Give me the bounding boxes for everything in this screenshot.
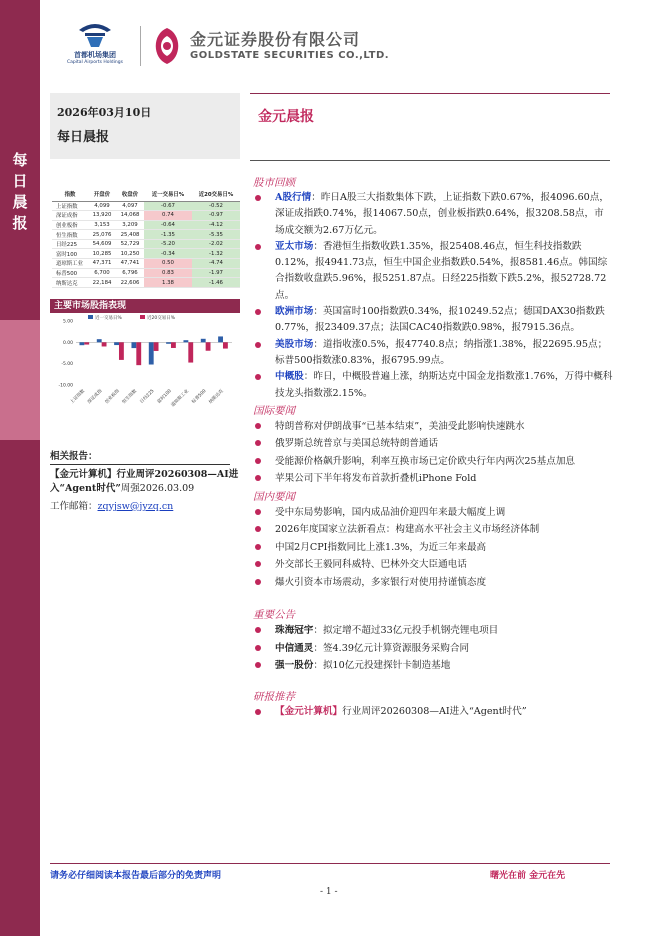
table-cell: 深证成指 bbox=[52, 211, 88, 221]
chart-section-title: 主要市场股指表现 bbox=[50, 299, 240, 313]
table-cell: 富时100 bbox=[52, 249, 88, 259]
index-performance-chart bbox=[50, 313, 240, 441]
report-title: 每日晨报 bbox=[57, 130, 110, 145]
item-text: 中国2月CPI指数同比上涨1.3%，为近三年来最高 bbox=[275, 541, 487, 553]
table-cell: 47,371 bbox=[88, 259, 116, 269]
item-text: ：签4.39亿元计算资源服务采购合同 bbox=[313, 642, 470, 654]
list-item bbox=[253, 239, 613, 304]
page-number: - 1 - bbox=[320, 887, 338, 897]
item-text: 特朗普称对伊朗战事“已基本结束”，美油受此影响快速跳水 bbox=[275, 420, 525, 432]
bar bbox=[79, 342, 84, 345]
table-cell: 1.38 bbox=[144, 278, 192, 288]
goldstate-logo-subtext: GOLDSTATE SECURITIES CO.,LTD. bbox=[190, 50, 390, 61]
table-row bbox=[52, 278, 240, 288]
table-cell: 10,285 bbox=[88, 249, 116, 259]
bullet-icon bbox=[255, 374, 261, 380]
bullet-icon bbox=[255, 475, 261, 481]
bullet-icon bbox=[255, 579, 261, 585]
table-cell: 22,184 bbox=[88, 278, 116, 288]
email-link[interactable]: zqyjsw@jyzq.cn bbox=[97, 501, 174, 512]
item-text: 行业周评20260308—AI进入“Agent时代” bbox=[342, 705, 527, 717]
section-research-title: 研报推荐 bbox=[253, 690, 295, 703]
table-cell: 日经225 bbox=[52, 239, 88, 249]
list-item bbox=[253, 521, 613, 539]
list-item bbox=[253, 539, 613, 557]
bar bbox=[183, 340, 188, 342]
table-cell: 0.83 bbox=[144, 268, 192, 278]
item-text: 爆火引资本市场震动，多家银行对使用持谨慎态度 bbox=[275, 576, 487, 588]
table-cell: -1.46 bbox=[192, 278, 240, 288]
bar bbox=[154, 342, 159, 351]
table-header-cell: 指数 bbox=[52, 188, 88, 201]
table-cell: 25,408 bbox=[116, 230, 144, 240]
table-cell: -0.97 bbox=[192, 211, 240, 221]
bar bbox=[171, 342, 176, 348]
brand-title: 金元晨报 bbox=[258, 109, 314, 125]
table-cell: 恒生指数 bbox=[52, 230, 88, 240]
table-cell: 13,920 bbox=[88, 211, 116, 221]
y-tick-label: 0.00 bbox=[62, 340, 73, 346]
table-cell: 3,153 bbox=[88, 220, 116, 230]
table-row bbox=[52, 239, 240, 249]
related-report-meta: 周强2026.03.09 bbox=[120, 482, 195, 494]
bullet-icon bbox=[255, 342, 261, 348]
table-header-cell: 近20交易日% bbox=[192, 188, 240, 201]
table-row bbox=[52, 268, 240, 278]
side-strip bbox=[0, 0, 40, 936]
item-text: 2026年度国家立法新看点：构建高水平社会主义市场经济体制 bbox=[275, 524, 540, 536]
y-tick-label: -10.00 bbox=[58, 383, 73, 389]
x-tick-label: 深证成指 bbox=[87, 388, 104, 406]
list-item bbox=[253, 453, 613, 471]
table-cell: -5.20 bbox=[144, 239, 192, 249]
legend-swatch bbox=[140, 315, 145, 319]
footer-slogan: 曙光在前 金元在先 bbox=[490, 871, 566, 881]
x-tick-label: 恒生指数 bbox=[121, 388, 139, 406]
item-label: 亚太市场 bbox=[275, 240, 314, 252]
table-cell: 47,741 bbox=[116, 259, 144, 269]
related-rule bbox=[50, 464, 230, 465]
table-cell: -1.32 bbox=[192, 249, 240, 259]
airport-logo bbox=[50, 20, 140, 72]
airport-logo-text: 首都机场集团 bbox=[74, 51, 116, 59]
item-text: 受中东局势影响，国内成品油价迎四年来最大幅度上调 bbox=[275, 506, 506, 518]
item-label: 美股市场 bbox=[275, 338, 314, 350]
table-cell: -5.35 bbox=[192, 230, 240, 240]
bar bbox=[119, 342, 124, 360]
table-cell: -4.74 bbox=[192, 259, 240, 269]
legend-label: 近20交易日% bbox=[147, 316, 176, 321]
list-item bbox=[253, 622, 613, 640]
bullet-icon bbox=[255, 309, 261, 315]
table-cell: -0.52 bbox=[192, 201, 240, 211]
item-text: 受能源价格飙升影响，利率互换市场已定价欧央行年内两次25基点加息 bbox=[275, 455, 576, 467]
bar bbox=[114, 342, 119, 345]
logo-divider bbox=[140, 26, 141, 66]
table-cell: -0.34 bbox=[144, 249, 192, 259]
legend-label: 近一交易日% bbox=[95, 316, 122, 321]
item-label: 中概股 bbox=[275, 371, 304, 383]
table-header-row bbox=[52, 188, 240, 201]
table-row bbox=[52, 201, 240, 211]
table-cell: -4.12 bbox=[192, 220, 240, 230]
x-tick-label: 富时100 bbox=[156, 388, 173, 405]
list-item bbox=[253, 304, 613, 337]
side-char: 每 bbox=[12, 151, 28, 169]
item-label: A股行情 bbox=[275, 192, 312, 203]
footer-rule bbox=[50, 863, 610, 864]
side-char: 日 bbox=[12, 172, 28, 190]
table-row bbox=[52, 230, 240, 240]
table-cell: 22,606 bbox=[116, 278, 144, 288]
table-cell: 4,097 bbox=[116, 201, 144, 211]
x-tick-label: 道琼斯工业 bbox=[170, 388, 191, 409]
table-header-cell: 开盘价 bbox=[88, 188, 116, 201]
section-intl-title: 国际要闻 bbox=[253, 404, 295, 417]
table-cell: 道琼斯工业 bbox=[52, 259, 88, 269]
table-row bbox=[52, 259, 240, 269]
item-text: 俄罗斯总统普京与美国总统特朗普通话 bbox=[275, 438, 439, 450]
table-cell: 6,700 bbox=[88, 268, 116, 278]
footer-disclaimer: 请务必仔细阅读本报告最后部分的免责声明 bbox=[50, 871, 222, 881]
item-text: ：昨日A股三大指数集体下跌，上证指数下跌0.67%，报4096.60点，深证成指跌0.74%，报14067.50点，创业板指跌0.64%，报3208.58点，市场成交额为2.67万亿元。 bbox=[275, 192, 609, 236]
item-text: 外交部长王毅同科威特、巴林外交大臣通电话 bbox=[275, 559, 467, 571]
bullet-icon bbox=[255, 244, 261, 250]
table-cell: 创业板指 bbox=[52, 220, 88, 230]
list-item bbox=[253, 190, 613, 239]
chart-svg bbox=[50, 313, 240, 441]
goldstate-logo bbox=[150, 24, 400, 74]
bullet-icon bbox=[255, 627, 261, 633]
table-cell: -2.02 bbox=[192, 239, 240, 249]
item-label: 欧洲市场 bbox=[275, 306, 314, 318]
bar bbox=[166, 342, 171, 343]
related-report-title[interactable]: 【金元计算机】行业周评20260308—AI进入“Agent时代” bbox=[50, 469, 239, 494]
table-row bbox=[52, 249, 240, 259]
header-bottom-rule bbox=[250, 160, 610, 161]
table-cell: 54,609 bbox=[88, 239, 116, 249]
bullet-icon bbox=[255, 458, 261, 464]
bar bbox=[201, 339, 206, 343]
table-cell: 0.50 bbox=[144, 259, 192, 269]
table-cell: 14,068 bbox=[116, 211, 144, 221]
list-item bbox=[253, 704, 613, 720]
airport-emblem-icon bbox=[75, 20, 115, 48]
item-text: 苹果公司下半年将发布首款折叠机iPhone Fold bbox=[275, 473, 477, 485]
bar bbox=[131, 342, 136, 348]
bullet-icon bbox=[255, 561, 261, 567]
bar bbox=[84, 342, 89, 344]
table-row bbox=[52, 211, 240, 221]
side-char: 晨 bbox=[12, 193, 28, 211]
side-title bbox=[0, 150, 40, 234]
table-cell: 标普500 bbox=[52, 268, 88, 278]
x-tick-label: 创业板指 bbox=[104, 388, 121, 406]
y-tick-label: 5.00 bbox=[62, 319, 73, 325]
report-date: 2026年03月10日 bbox=[57, 106, 152, 119]
item-text: ：香港恒生指数收跌1.35%，报25408.46点，恒生科技指数跌0.12%，报4941.73点，恒生中国企业指数跌0.54%，报8581.46点。韩国综合指数收盘跌5.96%，报5251.87点。日经225指数下跌5.2%，报52728.72点。 bbox=[275, 240, 608, 301]
side-char: 报 bbox=[12, 214, 28, 232]
email-line bbox=[50, 498, 242, 512]
related-reports bbox=[50, 448, 242, 512]
item-text: ：拟10亿元投建探针卡制造基地 bbox=[313, 660, 451, 672]
main-content bbox=[253, 175, 613, 720]
bar bbox=[223, 342, 228, 348]
bar bbox=[206, 342, 211, 350]
related-heading: 相关报告： bbox=[50, 451, 98, 462]
table-cell: -0.64 bbox=[144, 220, 192, 230]
bullet-icon bbox=[255, 645, 261, 651]
bullet-icon bbox=[255, 195, 261, 201]
item-label: 中信通灵 bbox=[275, 642, 314, 654]
table-cell: 纳斯达克 bbox=[52, 278, 88, 288]
table-cell: 25,076 bbox=[88, 230, 116, 240]
list-item bbox=[253, 556, 613, 574]
bullet-icon bbox=[255, 544, 261, 550]
section-domestic-title: 国内要闻 bbox=[253, 490, 295, 503]
table-cell: 0.74 bbox=[144, 211, 192, 221]
x-tick-label: 上证指数 bbox=[69, 388, 87, 406]
table-cell: -1.35 bbox=[144, 230, 192, 240]
header-rule bbox=[250, 93, 610, 94]
bar bbox=[149, 342, 154, 364]
section-market-title: 股市回顾 bbox=[253, 177, 295, 189]
x-tick-label: 纳斯达克 bbox=[208, 388, 225, 406]
bar bbox=[188, 342, 193, 362]
bullet-icon bbox=[255, 440, 261, 446]
x-tick-label: 日经225 bbox=[139, 388, 156, 405]
table-cell: 6,796 bbox=[116, 268, 144, 278]
bar bbox=[218, 336, 223, 342]
bullet-icon bbox=[255, 662, 261, 668]
list-item bbox=[253, 418, 613, 436]
item-label: 【金元计算机】 bbox=[275, 705, 343, 717]
list-item bbox=[253, 640, 613, 658]
table-row bbox=[52, 220, 240, 230]
list-item bbox=[253, 470, 613, 488]
y-tick-label: -5.00 bbox=[61, 362, 73, 368]
legend-swatch bbox=[88, 315, 93, 319]
bullet-icon bbox=[255, 526, 261, 532]
table-cell: 3,209 bbox=[116, 220, 144, 230]
item-text: ：昨日，中概股普遍上涨，纳斯达克中国金龙指数涨1.76%，万得中概科技龙头指数涨2.15%。 bbox=[275, 371, 613, 399]
list-item bbox=[253, 435, 613, 453]
bullet-icon bbox=[255, 509, 261, 515]
bar bbox=[102, 342, 107, 346]
goldstate-emblem-icon bbox=[150, 26, 184, 66]
x-tick-label: 标普500 bbox=[191, 388, 208, 405]
list-item bbox=[253, 504, 613, 522]
market-index-table bbox=[52, 188, 240, 288]
item-text: ：英国富时100指数跌0.34%，报10249.52点；德国DAX30指数跌0.77%，报23409.37点；法国CAC40指数跌0.98%，报7915.36点。 bbox=[275, 306, 605, 334]
related-report[interactable] bbox=[50, 468, 242, 495]
list-item bbox=[253, 337, 613, 370]
table-cell: -0.67 bbox=[144, 201, 192, 211]
item-label: 珠海冠宇 bbox=[275, 625, 314, 637]
bullet-icon bbox=[255, 709, 261, 715]
table-cell: 上证指数 bbox=[52, 201, 88, 211]
item-text: ：拟定增不超过33亿元投手机钢壳锂电项目 bbox=[313, 625, 499, 637]
table-cell: 10,250 bbox=[116, 249, 144, 259]
bar bbox=[97, 339, 102, 342]
table-header-cell: 近一交易日% bbox=[144, 188, 192, 201]
bar bbox=[136, 342, 141, 365]
table-cell: -1.97 bbox=[192, 268, 240, 278]
table-cell: 52,729 bbox=[116, 239, 144, 249]
item-label: 强一股份 bbox=[275, 660, 314, 672]
airport-logo-subtext: Capital Airports Holdings bbox=[67, 60, 123, 65]
side-accent bbox=[0, 320, 40, 440]
item-text: ：道指收涨0.5%，报47740.8点；纳指涨1.38%，报22695.95点；标普500指数涨0.83%，报6795.99点。 bbox=[275, 338, 608, 366]
email-label: 工作邮箱： bbox=[50, 501, 98, 512]
goldstate-logo-text: 金元证券股份有限公司 bbox=[190, 30, 361, 49]
list-item bbox=[253, 574, 613, 592]
section-announce-title: 重要公告 bbox=[253, 609, 295, 622]
list-item bbox=[253, 369, 613, 402]
table-header-cell: 收盘价 bbox=[116, 188, 144, 201]
list-item bbox=[253, 657, 613, 675]
table-cell: 4,099 bbox=[88, 201, 116, 211]
bullet-icon bbox=[255, 423, 261, 429]
